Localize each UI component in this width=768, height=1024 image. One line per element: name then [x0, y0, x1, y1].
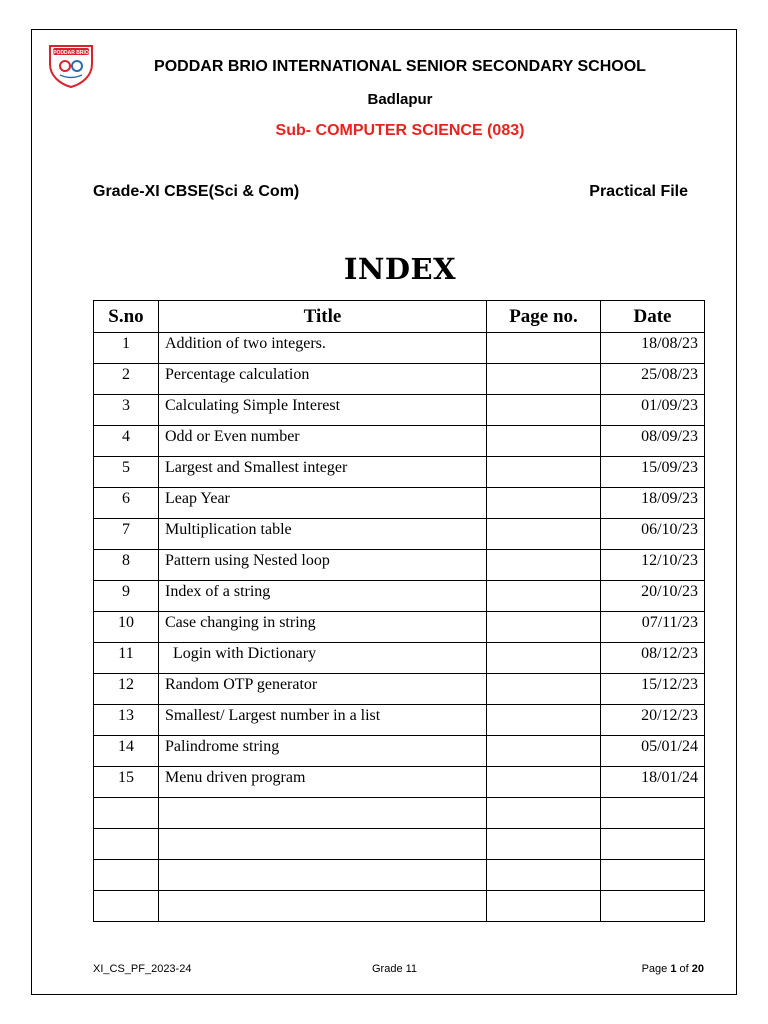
- cell-page-no: [487, 829, 601, 860]
- cell-date: 08/09/23: [601, 426, 705, 457]
- cell-date: [601, 798, 705, 829]
- table-row: [94, 829, 705, 860]
- cell-title: Smallest/ Largest number in a list: [159, 705, 487, 736]
- cell-title: Leap Year: [159, 488, 487, 519]
- cell-date: 15/12/23: [601, 674, 705, 705]
- cell-title: [159, 891, 487, 922]
- grade-label: Grade-XI CBSE(Sci & Com): [93, 183, 300, 200]
- cell-date: 12/10/23: [601, 550, 705, 581]
- cell-page-no: [487, 674, 601, 705]
- cell-sno: 15: [94, 767, 159, 798]
- cell-date: 07/11/23: [601, 612, 705, 643]
- cell-title: Multiplication table: [159, 519, 487, 550]
- subject-title: Sub- COMPUTER SCIENCE (083): [275, 122, 525, 139]
- table-row: [94, 767, 705, 798]
- cell-page-no: [487, 364, 601, 395]
- table-row: [94, 736, 705, 767]
- school-city: Badlapur: [367, 91, 433, 108]
- cell-title: [159, 829, 487, 860]
- table-row: [94, 581, 705, 612]
- cell-sno: [94, 798, 159, 829]
- header-date: Date: [601, 301, 705, 333]
- index-heading: INDEX: [343, 252, 457, 286]
- footer-page-word: Page: [641, 963, 671, 975]
- cell-sno: 4: [94, 426, 159, 457]
- table-row: [94, 426, 705, 457]
- cell-sno: [94, 829, 159, 860]
- cell-title: Palindrome string: [159, 736, 487, 767]
- table-row: [94, 364, 705, 395]
- table-body: [94, 333, 705, 922]
- cell-date: [601, 860, 705, 891]
- footer-page-current: 1: [670, 963, 677, 975]
- cell-sno: 11: [94, 643, 159, 674]
- cell-date: 08/12/23: [601, 643, 705, 674]
- table-row: [94, 643, 705, 674]
- table-row: [94, 612, 705, 643]
- table-header-row: [94, 301, 705, 333]
- cell-sno: 5: [94, 457, 159, 488]
- cell-page-no: [487, 488, 601, 519]
- cell-page-no: [487, 519, 601, 550]
- cell-title: Login with Dictionary: [159, 643, 487, 674]
- cell-date: 06/10/23: [601, 519, 705, 550]
- cell-title: Menu driven program: [159, 767, 487, 798]
- cell-page-no: [487, 860, 601, 891]
- cell-sno: 14: [94, 736, 159, 767]
- cell-page-no: [487, 767, 601, 798]
- footer-of-word: of: [676, 963, 692, 975]
- cell-title: Largest and Smallest integer: [159, 457, 487, 488]
- header-title: Title: [159, 301, 487, 333]
- header-sno: S.no: [94, 301, 159, 333]
- cell-title: [159, 860, 487, 891]
- cell-page-no: [487, 612, 601, 643]
- cell-sno: 7: [94, 519, 159, 550]
- table-row: [94, 333, 705, 364]
- cell-page-no: [487, 736, 601, 767]
- header-page-no: Page no.: [487, 301, 601, 333]
- table-row: [94, 891, 705, 922]
- cell-page-no: [487, 581, 601, 612]
- cell-title: Percentage calculation: [159, 364, 487, 395]
- cell-page-no: [487, 891, 601, 922]
- cell-title: Addition of two integers.: [159, 333, 487, 364]
- cell-sno: 10: [94, 612, 159, 643]
- cell-title: Case changing in string: [159, 612, 487, 643]
- cell-title: [159, 798, 487, 829]
- cell-page-no: [487, 426, 601, 457]
- cell-date: 20/12/23: [601, 705, 705, 736]
- cell-sno: 1: [94, 333, 159, 364]
- table-row: [94, 860, 705, 891]
- cell-title: Odd or Even number: [159, 426, 487, 457]
- cell-date: 01/09/23: [601, 395, 705, 426]
- cell-sno: [94, 860, 159, 891]
- cell-title: Pattern using Nested loop: [159, 550, 487, 581]
- cell-sno: 3: [94, 395, 159, 426]
- cell-date: [601, 891, 705, 922]
- cell-page-no: [487, 643, 601, 674]
- file-type-label: Practical File: [589, 183, 688, 200]
- cell-title: Calculating Simple Interest: [159, 395, 487, 426]
- cell-page-no: [487, 550, 601, 581]
- table-row: [94, 519, 705, 550]
- cell-date: 25/08/23: [601, 364, 705, 395]
- table-row: [94, 488, 705, 519]
- cell-date: 18/01/24: [601, 767, 705, 798]
- table-row: [94, 705, 705, 736]
- cell-sno: [94, 891, 159, 922]
- footer-doc-code: XI_CS_PF_2023-24: [93, 963, 192, 975]
- index-table: [93, 300, 705, 922]
- cell-sno: 9: [94, 581, 159, 612]
- table-row: [94, 395, 705, 426]
- cell-date: 18/08/23: [601, 333, 705, 364]
- cell-page-no: [487, 705, 601, 736]
- cell-sno: 2: [94, 364, 159, 395]
- cell-sno: 12: [94, 674, 159, 705]
- cell-sno: 6: [94, 488, 159, 519]
- cell-sno: 13: [94, 705, 159, 736]
- logo-text: PODDAR BRIO: [53, 49, 89, 56]
- footer-page-total: 20: [691, 963, 704, 975]
- footer-page-number: [642, 963, 704, 975]
- cell-page-no: [487, 457, 601, 488]
- table-row: [94, 674, 705, 705]
- cell-page-no: [487, 395, 601, 426]
- cell-date: 15/09/23: [601, 457, 705, 488]
- cell-sno: 8: [94, 550, 159, 581]
- cell-date: [601, 829, 705, 860]
- cell-date: 05/01/24: [601, 736, 705, 767]
- cell-page-no: [487, 333, 601, 364]
- cell-date: 20/10/23: [601, 581, 705, 612]
- table-row: [94, 457, 705, 488]
- table-row: [94, 798, 705, 829]
- cell-title: Index of a string: [159, 581, 487, 612]
- cell-page-no: [487, 798, 601, 829]
- cell-date: 18/09/23: [601, 488, 705, 519]
- footer-grade: Grade 11: [372, 963, 418, 975]
- table-row: [94, 550, 705, 581]
- school-name: PODDAR BRIO INTERNATIONAL SENIOR SECONDARY SCHOOL: [154, 58, 646, 75]
- cell-title: Random OTP generator: [159, 674, 487, 705]
